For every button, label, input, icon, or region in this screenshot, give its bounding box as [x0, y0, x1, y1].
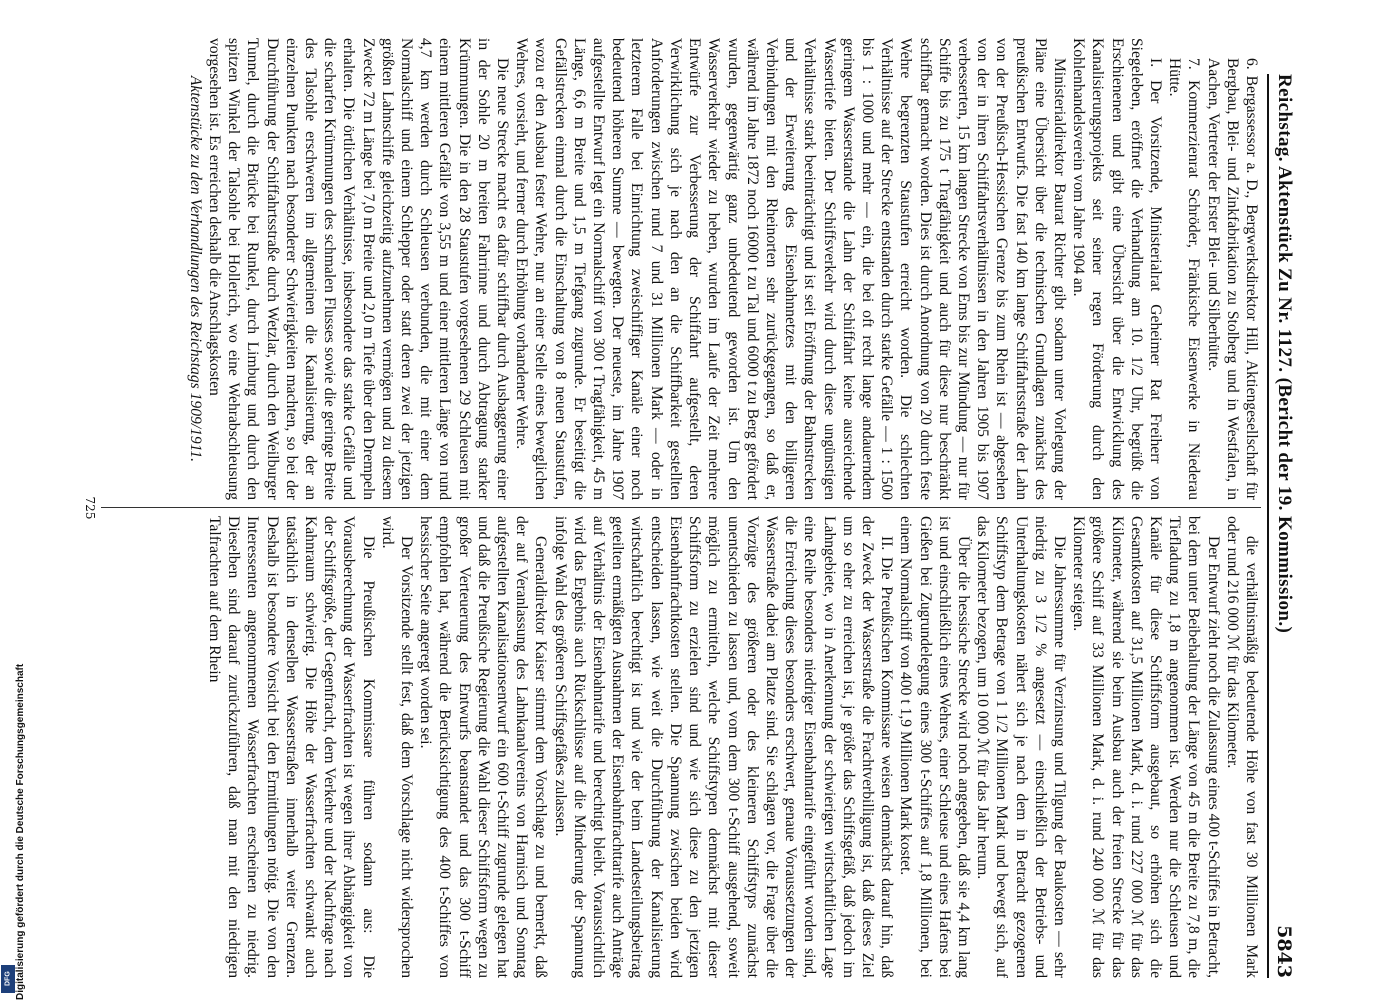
right-text-column	[101, 516, 1261, 978]
rotated-document-page	[81, 38, 1301, 978]
paragraph: die verhältnismäßig bedeutende Höhe von fast 30 Millionen Mark oder rund 216 000 ℳ für das Kilometer.	[1223, 516, 1260, 978]
paragraph: 7. Kommerzienrat Schröder, Fränkische Eisenwerke in Niederau Hütte.	[1166, 58, 1203, 500]
header-rule	[1267, 74, 1269, 978]
header-page-number: 5843	[1273, 925, 1295, 978]
left-text-column	[101, 38, 1261, 500]
footer-page-index: 725	[83, 496, 97, 520]
column-footer-caption: Aktenstücke zu den Verhandlungen des Reichstags 1909/1911.	[186, 75, 204, 463]
header-title: Reichstag. Aktenstück Zu Nr. 1127. (Bericht der 19. Kommission.)	[1274, 74, 1295, 634]
paragraph: Die Preußischen Kommissare führen sodann aus: Die Vorausberechnung der Wasserfrachten ist wegen ihrer Abhängigkeit von der Schiffsgröße, der Gegenfracht, dem Verkehre und der Nachfrage nach Kahnraum schwierig. Die Höhe der Wasserfrachten schwankt auch tatsächlich in denselben Wasserstraßen innerhalb weiter Grenzen. Deshalb ist besondere Vorsicht bei den Ermittlungen nötig. Die von den Interessenten angenommenen Wasserfrachten erscheinen zu niedrig. Dieselben sind darauf zurückzuführen, daß man mit den niedrigen Talfrachten auf dem Rhein	[206, 516, 377, 978]
paragraph: Der Entwurf zieht noch die Zulassung eines 400 t-Schiffes in Betracht, bei dem unter Beibehaltung der Länge von 45 m die Breite zu 7,8 m, die Tiefladung zu 1,8 m angenommen ist. Werden nur die Schleusen und Kanäle für diese Schiffsform ausgebaut, so erhöhen sich die Gesamtkosten auf 31,5 Millionen Mark, d. i. rund 227 000 ℳ für das Kilometer, während sie beim Ausbau auch der freien Strecke für das größere Schiff auf 33 Millionen Mark, d. i. rund 240 000 ℳ für das Kilometer steigen.	[1070, 516, 1222, 978]
paragraph: I. Der Vorsitzende, Ministerialrat Geheimer Rat Freiherr von Siegeleben, eröffnet die Verhandlung am 10. 1/2 Uhr, begrüßt die Erschienenen und gibt eine Übersicht über die Entwicklung des Kanalisierungsprojekts seit seiner regen Förderung durch den Kohlenhandelsverein vom Jahre 1904 an.	[1070, 38, 1164, 500]
column-divider	[101, 507, 1261, 508]
paragraph: II. Die Preußischen Kommissare weisen demnächst darauf hin, daß der Zweck der Wasserstraße die Frachtverbilligung ist, daß dieses Ziel um so eher zu erreichen ist, je größer das Schiffsgefäß, daß jedoch im Lahngebiete, wo in Anerkennung der schwierigen wirtschaftlichen Lage eine Reihe besonders niedriger Eisenbahntarife eingeführt worden sind, die Erreichung dieses besonders erschwert, genaue Voraussetzungen der Wasserstraße dabei am Platze sind. Sie schlagen vor, die Frage über die Vorzüge des größeren oder des kleineren Schiffstyps zunächst unentschieden zu lassen und, vom dem 300 t-Schiff ausgehend, soweit möglich zu ermitteln, welche Schiffstypen demnächst mit dieser Schiffsform zu erzielen sind und wie sich diese zu den jetzigen Eisenbahnfrachtkosten stellen. Die Spannung zwischen beiden wird entscheiden lassen, wie weit die Durchführung der Kanalisierung wirtschaftlich berechtigt ist und wie der beim Landesteilungsbeitrag geteilten ermäßigten Ausnahmen der Eisenbahnfrachttarife auch Anträge auf Verhältnis der Eisenbahntarife und berechtigt bleibt. Voraussichtlich wird das Ergebnis auch Rückschlüsse auf die Minderung der Spannung infolge Wahl des größeren Schiffsgefäßes zulassen.	[551, 516, 896, 978]
paragraph: Die Jahressumme für Verzinsung und Tilgung der Baukosten — sehr niedrig zu 3 1/2 % angesetzt — einschließlich der Betriebs- und Unterhaltungskosten nähert sich je nach dem in Betracht gezogenen Schiffstyp dem Betrage von 1 1/2 Millionen Mark und bewegt sich, auf das Kilometer bezogen, um 10 000 ℳ für das Jahr herum.	[974, 516, 1068, 978]
digitization-note: Digitalisierung gefördert durch die Deutsche Forschungsgemeinschaft	[15, 663, 26, 1000]
paragraph: Über die hessische Strecke wird noch angegeben, daß sie 4,4 km lang ist und einschließlich eines Wehres, einer Schleuse und eines Hafens bei Gießen bei Zugrundelegung eines 300 t-Schiffes auf 1,8 Millionen, bei einem Normalschiff von 400 t 1,9 Millionen Mark kostet.	[897, 516, 972, 978]
paragraph: 6. Bergassessor a. D., Bergwerksdirektor Hill, Aktiengesellschaft für Bergbau, Blei- und Zinkfabrikation zu Stolberg und in Westfalen, in Aachen, Vertreter der Erster Blei- und Silberhütte.	[1204, 58, 1260, 500]
dfg-logo: DFG	[1, 965, 15, 993]
paragraph: Die neue Strecke macht es dafür schiffbar durch Ausbaggerung einer in der Sohle 20 m breiten Fahrrinne und durch Abtragung starker Krümmungen. Die in den 28 Staustufen vorgesehenen 29 Schleusen mit einem mittleren Gefälle von 3,55 m und einer mittleren Länge von rund 4,7 km werden durch Schleusen verbunden, die mit einer dem Normalschiff und einem Schlepper oder statt deren zwei der jetzigen größten Lahnschiffe gleichzeitig aufzunehmen vermögen und zu diesem Zwecke 72 m Länge bei 7,0 m Breite und 2,0 m Tiefe über den Drempeln erhalten. Die örtlichen Verhältnisse, insbesondere das starke Gefälle und die scharfen Krümmungen des schmalen Flusses sowie die geringe Breite des Talsohle erschweren im allgemeinen die Kanalisierung, der an einzelnen Punkten nach besonderer Schwierigkeiten machten, so bei der Durchführung der Schiffahrtsstraße durch Wetzlar, durch den Weilburger Tunnel, durch die Brücke bei Runkel, durch Limburg und durch den spitzen Winkel der Talsohle bei Hollerich, wo eine Wehrabschleusung vorgesehen ist. Es erreichen deshalb die Anschlagskosten	[206, 38, 512, 500]
paragraph: Der Vorsitzende stellt fest, daß dem Vorschlage nicht widersprochen wird.	[378, 516, 416, 978]
paragraph: Ministerialdirektor Baurat Richter gibt sodann unter Vorlegung der Pläne eine Übersicht über die technischen Grundlagen zunächst des preußischen Entwurfs. Die fast 140 km lange Schiffahrtsstraße der Lahn von der Preußisch-Hessischen Grenze bis zum Rhein ist — abgesehen von der in ihren Schiffahrtsverhältnissen in den Jahren 1905 bis 1907 verbesserten, 15 km langen Strecke von Ems bis zur Mündung — nur für Schiffe bis zu 175 t Tragfähigkeit und auch für diese nur beschränkt schiffbar gemacht worden. Dies ist durch Anordnung von 20 durch feste Wehre begrenzten Staustufen erreicht worden. Die schlechten Verhältnisse auf der Strecke entstanden durch starke Gefälle — 1 : 1500 bis 1 : 1000 und mehr — ein, die bei oft recht lange andauerndem geringem Wasserstande die Lahn der Schiffahrt keine ausreichende Wassertiefe bieten. Der Schiffsverkehr wird durch diese ungünstigen Verhältnisse stark beeinträchtigt und ist seit Eröffnung der Bahnstrecken und der Erweiterung des Eisenbahnnetzes mit den billigeren Verbindungen mit den Rheinorten sehr zurückgegangen, so daß er, während im Jahre 1872 noch 16000 t zu Tal und 6000 t zu Berg gefördert wurden, gegenwärtig ganz unbedeutend geworden ist. Um den Wasserverkehr wieder zu heben, wurden im Laufe der Zeit mehrere Entwürfe zur Verbesserung der Schiffahrt aufgestellt, deren Verwirklichung sich je nach den an die Schiffbarkeit gestellten Anforderungen zwischen rund 7 und 31 Millionen Mark — oder in letzterem Falle bei Einrichtung zweischiffiger Kanäle einer noch bedeutend höheren Summe — bewegten. Der neueste, im Jahre 1907 aufgestellte Entwurf legt ein Normalschiff von 300 t Tragfähigkeit, 45 m Länge, 6,6 m Breite und 1,5 m Tiefgang zugrunde. Er beseitigt die Gefällstrecken einmal durch die Einschaltung von 8 neuen Staustufen, wozu er den Ausbau fester Wehre, nur an einer Stelle eines beweglichen Wehres, vorsieht, und ferner durch Erhöhung vorhandener Wehre.	[513, 38, 1068, 500]
page-header	[1267, 38, 1301, 978]
paragraph: Generaldirektor Kaiser stimmt dem Vorschlage zu und bemerkt, daß der auf Veranlassung des Lahnkanalvereins von Harnisch und Sonntag aufgestellten Kanalisationsentwurf ein 600 t-Schiff zugrunde gelegen hat und daß die Preußische Regierung die Wahl dieser Schiffsform wegen zu großer Verteuerung des Entwurfs beanstandet und das 300 t-Schiff empfohlen hat, während die Berücksichtigung des 400 t-Schiffes von hessischer Seite angeregt worden sei.	[417, 516, 550, 978]
